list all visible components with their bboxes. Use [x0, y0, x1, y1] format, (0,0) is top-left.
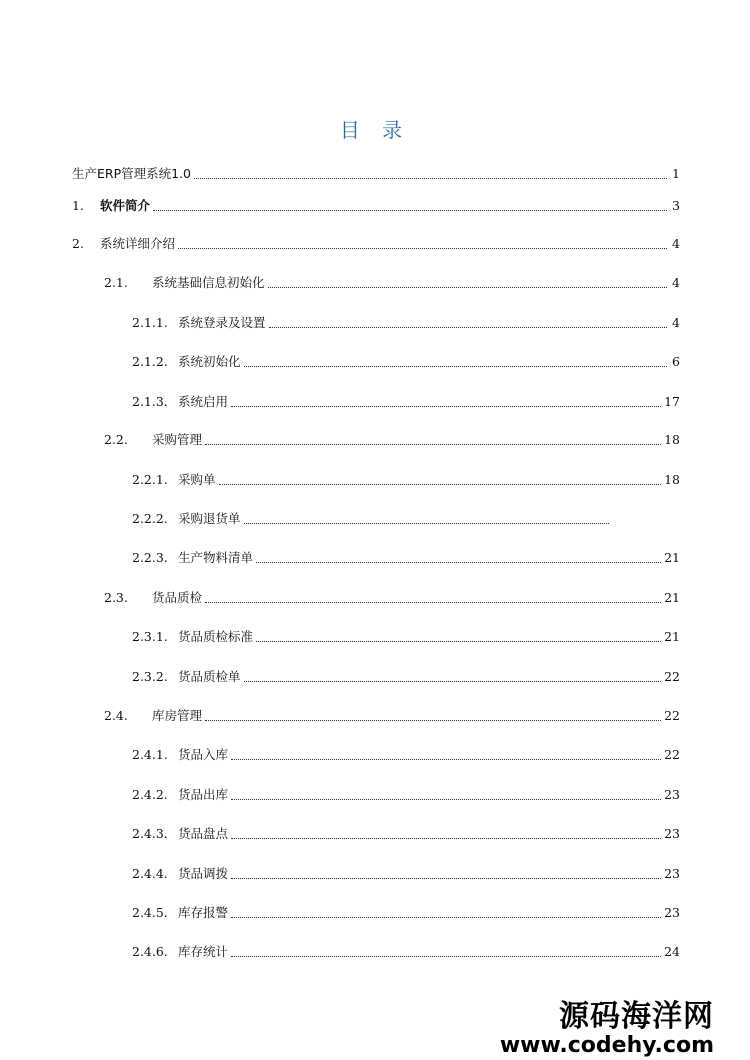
toc-entry-label: 系统启用 — [178, 394, 229, 409]
toc-entry-page: 23 — [664, 826, 680, 841]
toc-entry[interactable] — [72, 164, 680, 182]
watermark-url: www.codehy.com — [499, 1033, 714, 1058]
toc-leader-dots — [244, 522, 609, 524]
smudge-patch — [620, 508, 730, 538]
toc-entry-page: 21 — [664, 590, 680, 605]
toc-entry-page: 22 — [664, 669, 680, 684]
toc-leader-dots — [153, 209, 667, 211]
toc-entry-number: 2.1.1. — [132, 315, 168, 330]
toc-entry-page: 1 — [672, 166, 680, 181]
toc-entry[interactable] — [132, 745, 680, 763]
toc-entry[interactable] — [132, 509, 622, 527]
toc-entry-page: 4 — [672, 275, 680, 290]
toc-entry-label: 库存报警 — [178, 905, 229, 920]
toc-entry-label: 生产物料清单 — [178, 550, 254, 565]
toc-leader-dots — [268, 286, 667, 288]
toc-entry-number: 2.1.3. — [132, 394, 168, 409]
toc-leader-dots — [205, 443, 661, 445]
toc-entry-page: 23 — [664, 905, 680, 920]
watermark-name: 源码海洋网 — [559, 999, 714, 1034]
toc-entry[interactable] — [132, 352, 680, 370]
toc-leader-dots — [231, 916, 661, 918]
toc-entry-page: 18 — [664, 472, 680, 487]
toc-leader-dots — [231, 758, 661, 760]
toc-entry-label: 软件简介 — [100, 198, 151, 213]
toc-leader-dots — [231, 405, 661, 407]
toc-entry-label: 货品出库 — [178, 787, 229, 802]
toc-entry-number: 2.2.3. — [132, 550, 168, 565]
toc-entry-label: 系统基础信息初始化 — [152, 275, 265, 290]
toc-entry-page: 22 — [664, 708, 680, 723]
toc-entry-label: 货品盘点 — [178, 826, 229, 841]
toc-leader-dots — [231, 798, 661, 800]
toc-entry-page: 21 — [664, 550, 680, 565]
toc-entry-label: 系统初始化 — [178, 354, 241, 369]
toc-entry-number: 2.2.1. — [132, 472, 168, 487]
toc-entry-page: 3 — [672, 198, 680, 213]
toc-entry-number: 2.3. — [104, 590, 128, 605]
toc-entry[interactable] — [132, 313, 680, 331]
toc-entry-label: 系统登录及设置 — [178, 315, 266, 330]
toc-entry[interactable] — [132, 903, 680, 921]
toc-entry-label: 货品入库 — [178, 747, 229, 762]
toc-entry[interactable] — [132, 864, 680, 882]
toc-entry[interactable] — [72, 196, 680, 214]
toc-entry[interactable] — [104, 430, 680, 448]
toc-entry-page: 17 — [664, 394, 680, 409]
toc-leader-dots — [244, 365, 667, 367]
toc-entry-number: 2.4.1. — [132, 747, 168, 762]
toc-entry-number: 2. — [72, 236, 84, 251]
toc-entry[interactable] — [104, 273, 680, 291]
toc-leader-dots — [256, 640, 661, 642]
toc-entry-number: 2.1.2. — [132, 354, 168, 369]
toc-entry-number: 2.1. — [104, 275, 128, 290]
toc-entry-number: 2.4.5. — [132, 905, 168, 920]
toc-entry-label: 库存统计 — [178, 944, 229, 959]
toc-entry-page: 23 — [664, 787, 680, 802]
toc-leader-dots — [205, 719, 661, 721]
toc-entry-label: 生产ERP管理系统1.0 — [72, 166, 192, 181]
toc-entry-number: 2.4.6. — [132, 944, 168, 959]
toc-entry-label: 采购管理 — [152, 432, 203, 447]
watermark — [500, 1000, 714, 1058]
toc-entry[interactable] — [132, 392, 680, 410]
toc-title: 目 录 — [339, 118, 411, 142]
toc-entry-page: 4 — [672, 236, 680, 251]
toc-entry-page: 6 — [672, 354, 680, 369]
toc-leader-dots — [231, 837, 661, 839]
toc-entry-label: 货品质检单 — [178, 669, 241, 684]
toc-entry-page: 4 — [672, 315, 680, 330]
toc-entry-number: 2.4.3. — [132, 826, 168, 841]
toc-leader-dots — [178, 247, 667, 249]
toc-leader-dots — [219, 483, 662, 485]
toc-entry-number: 2.2.2. — [132, 511, 168, 526]
toc-entry-page: 21 — [664, 629, 680, 644]
toc-entry-label: 采购单 — [178, 472, 216, 487]
toc-leader-dots — [269, 326, 667, 328]
toc-entry[interactable] — [132, 785, 680, 803]
toc-leader-dots — [231, 955, 661, 957]
toc-entry[interactable] — [104, 706, 680, 724]
toc-entry[interactable] — [132, 942, 680, 960]
toc-entry-label: 系统详细介绍 — [100, 236, 176, 251]
toc-entry-number: 2.4.4. — [132, 866, 168, 881]
toc-entry[interactable] — [132, 824, 680, 842]
toc-entry-number: 2.4. — [104, 708, 128, 723]
toc-entry-label: 采购退货单 — [178, 511, 241, 526]
toc-leader-dots — [194, 177, 667, 179]
toc-entry-number: 2.4.2. — [132, 787, 168, 802]
toc-entry-number: 1. — [72, 198, 84, 213]
toc-entry-label: 库房管理 — [152, 708, 203, 723]
toc-leader-dots — [256, 561, 661, 563]
toc-entry[interactable] — [132, 470, 680, 488]
toc-entry-label: 货品质检标准 — [178, 629, 254, 644]
toc-entry[interactable] — [72, 234, 680, 252]
toc-leader-dots — [231, 877, 661, 879]
toc-entry-page: 18 — [664, 432, 680, 447]
toc-entry-label: 货品调拨 — [178, 866, 229, 881]
toc-entry-page: 22 — [664, 747, 680, 762]
toc-entry[interactable] — [132, 548, 680, 566]
toc-entry[interactable] — [104, 588, 680, 606]
toc-entry-page: 24 — [664, 944, 680, 959]
toc-entry-number: 2.2. — [104, 432, 128, 447]
toc-leader-dots — [205, 601, 661, 603]
toc-entry[interactable] — [132, 667, 680, 685]
toc-entry-page: 23 — [664, 866, 680, 881]
toc-entry-label: 货品质检 — [152, 590, 203, 605]
toc-entry[interactable] — [132, 627, 680, 645]
toc-leader-dots — [244, 680, 662, 682]
toc-entry-number: 2.3.1. — [132, 629, 168, 644]
toc-entry-number: 2.3.2. — [132, 669, 168, 684]
